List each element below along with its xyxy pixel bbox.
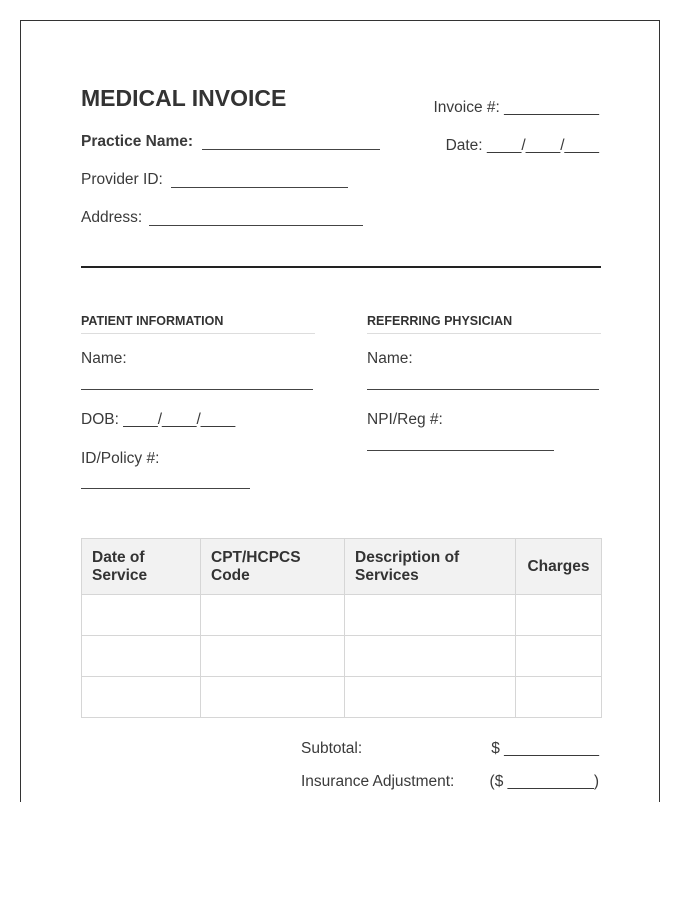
column-header-description: Description of Services <box>345 539 516 595</box>
npi-blank[interactable] <box>367 450 554 451</box>
npi-label: NPI/Reg #: <box>367 411 443 428</box>
insurance-adjustment-value[interactable]: ($ __________) <box>489 773 599 790</box>
table-cell[interactable] <box>516 636 602 677</box>
invoice-title: MEDICAL INVOICE <box>81 85 287 111</box>
table-cell[interactable] <box>516 677 602 718</box>
practice-name-blank[interactable] <box>202 149 380 150</box>
invoice-date-blank: ____/____/____ <box>486 137 599 154</box>
subtotal-value[interactable]: $ ___________ <box>491 740 599 757</box>
column-header-charges: Charges <box>516 539 602 595</box>
address-blank[interactable] <box>149 225 363 226</box>
provider-id-label: Provider ID: <box>81 171 163 188</box>
table-cell[interactable] <box>201 677 345 718</box>
patient-info-heading: PATIENT INFORMATION <box>81 314 315 334</box>
practice-name-label: Practice Name: <box>81 133 194 150</box>
column-header-date: Date of Service <box>82 539 201 595</box>
invoice-date-label: Date: <box>445 137 483 154</box>
table-cell[interactable] <box>82 595 201 636</box>
table-cell[interactable] <box>201 595 345 636</box>
patient-name-label: Name: <box>81 350 127 367</box>
invoice-date-field[interactable] <box>446 137 599 155</box>
invoice-page <box>20 20 660 802</box>
table-row <box>82 595 602 636</box>
table-cell[interactable] <box>201 636 345 677</box>
table-cell[interactable] <box>345 636 516 677</box>
patient-dob-label: DOB: <box>81 411 119 428</box>
physician-name-blank[interactable] <box>367 389 599 390</box>
table-row <box>82 636 602 677</box>
table-cell[interactable] <box>82 636 201 677</box>
invoice-number-blank: ___________ <box>504 99 599 116</box>
invoice-number-field[interactable] <box>434 99 600 117</box>
patient-dob-field[interactable] <box>81 411 235 429</box>
invoice-number-label: Invoice #: <box>433 99 500 116</box>
table-cell[interactable] <box>82 677 201 718</box>
referring-physician-heading: REFERRING PHYSICIAN <box>367 314 601 334</box>
table-cell[interactable] <box>345 677 516 718</box>
provider-id-blank[interactable] <box>171 187 348 188</box>
table-row <box>82 677 602 718</box>
table-header-row <box>82 539 602 595</box>
physician-name-label: Name: <box>367 350 413 367</box>
column-header-code: CPT/HCPCS Code <box>201 539 345 595</box>
insurance-adjustment-label: Insurance Adjustment: <box>301 773 455 790</box>
header-divider <box>81 266 601 268</box>
policy-label: ID/Policy #: <box>81 450 160 467</box>
patient-dob-blank: ____/____/____ <box>123 411 236 428</box>
policy-blank[interactable] <box>81 488 250 489</box>
subtotal-label: Subtotal: <box>301 740 363 757</box>
table-cell[interactable] <box>516 595 602 636</box>
address-label: Address: <box>81 209 143 226</box>
table-cell[interactable] <box>345 595 516 636</box>
patient-name-blank[interactable] <box>81 389 313 390</box>
services-table <box>81 538 602 718</box>
